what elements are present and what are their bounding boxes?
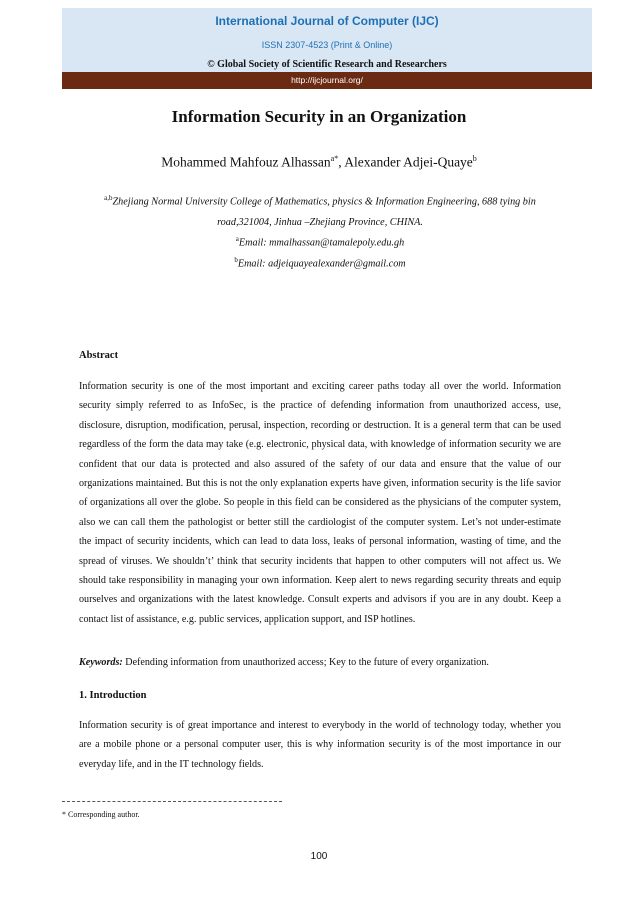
keywords-label: Keywords: [79, 657, 123, 668]
affiliation-text: Zhejiang Normal University College of Mathematics, physics & Information Engineering, 688 tying bin road,321004, Jinhua –Zhejiang Province, CHINA. [112, 196, 536, 229]
journal-name: International Journal of Computer (IJC) [215, 14, 439, 28]
footnote-divider [62, 801, 282, 802]
journal-issn: ISSN 2307-4523 (Print & Online) [261, 40, 393, 50]
keywords-line [79, 653, 561, 672]
keywords-text: Defending information from unauthorized access; Key to the future of every organization. [122, 657, 489, 668]
email-2-sup: b [234, 256, 238, 264]
email-2-line [80, 250, 560, 274]
paper-title: Information Security in an Organization [171, 107, 467, 126]
email-2[interactable]: Email: adjeiquayealexander@gmail.com [237, 258, 406, 270]
affiliation [80, 188, 560, 233]
page-number: 100 [310, 851, 328, 862]
email-1-sup: a [235, 235, 239, 243]
footnote: * Corresponding author. [62, 810, 140, 819]
author-2: , Alexander Adjei-Quaye [338, 154, 473, 170]
abstract-text: Information security is one of the most important and exciting career paths today all over the world. Information security simply referred to as InfoSec, is the practice of defending information from unauthorized access, use, disclosure, disruption, modification, perusal, inspection, recording or destruction. It is a general term that can be used regardless of the form the data may take (e.g. electronic, physical data, with knowledge of information security we are confident that our data is protected and also assured of the safety of our data and ensure that the value of our organizations maintained. But this is not the only explanation experts have given, information security is the life savior of organizations all over the globe. So people in this field can be considered as the physicians of the computer system, also we can call them the pathologist or better still the cardiologist of the computer system. Let’s not under-estimate the impact of security incidents, which can lead to data loss, leaks of personal information, wasting of time, and the spread of viruses. We shouldn’t’ think that security incidents that happen to other computers will not affect us. We should take responsibility in managing your own information. Keep alert to news regarding security threats and equip ourselves and organizations with the latest knowledge. Consult experts and advisors if you are in any doubt. Keep a contact list of assistance, e.g. public services, application support, and ISP hotlines. [79, 381, 561, 625]
journal-url-bar [62, 72, 592, 89]
author-2-sup: b [472, 154, 477, 163]
journal-copyright: © Global Society of Scientific Research and Researchers [207, 59, 447, 70]
author-1: Mohammed Mahfouz Alhassan [161, 154, 331, 170]
author-line [0, 154, 638, 171]
abstract-heading: Abstract [79, 350, 119, 361]
introduction-text: Information security is of great importance and interest to everybody in the world of technology today, whether you are a mobile phone or a personal computer user, this is why information security is of the most importance in our everyday life, and in the IT technology fields. [79, 720, 561, 770]
author-1-sup: a* [330, 154, 339, 163]
email-1[interactable]: Email: mmalhassan@tamalepoly.edu.gh [238, 237, 405, 249]
introduction-heading: 1. Introduction [79, 690, 147, 701]
affiliation-sup: a,b [104, 194, 113, 202]
journal-url-link[interactable]: http://ijcjournal.org/ [291, 75, 363, 85]
journal-header-band [62, 8, 592, 72]
